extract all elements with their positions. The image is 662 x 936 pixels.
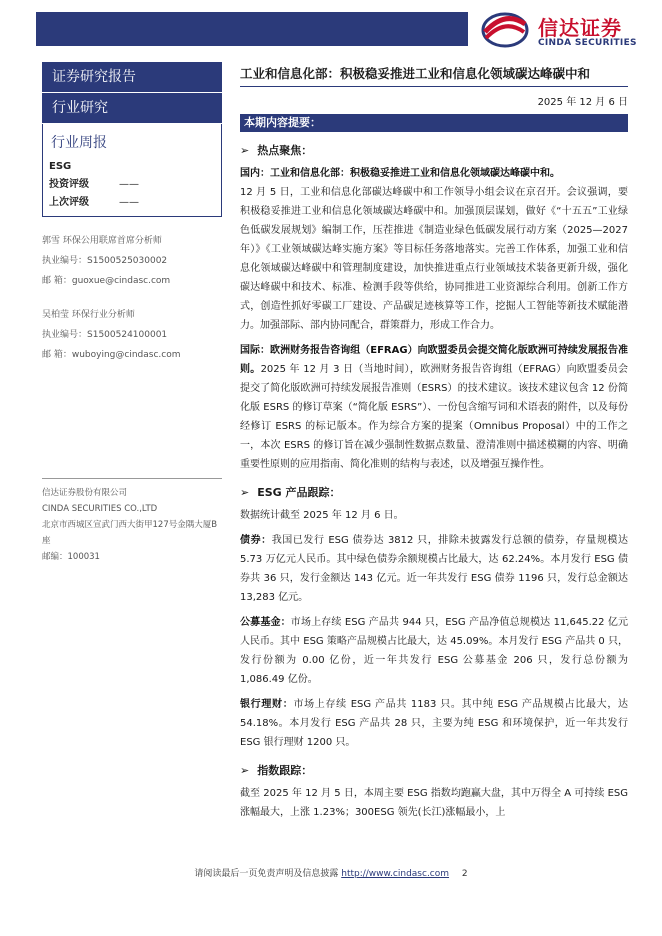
paragraph-bonds-body: 我国已发行 ESG 债券达 3812 只，排除未披露发行总额的债券，存量规模达 5.73 万亿元人民币。其中绿色债券余额规模占比最大，达 62.24%。本月发行 ESG 债券共 36 只，发行金额达 143 亿元。近一年共发行 ESG 债券 1196 只，发行总金额达 13,283 亿元。 (240, 535, 628, 603)
analyst-2-name: 吴柏莹 环保行业分析师 (42, 310, 135, 320)
disclaimer-text: 请阅读最后一页免责声明及信息披露 (194, 869, 339, 879)
arrow-icon: ➢ (240, 486, 250, 499)
paragraph-international (240, 341, 628, 474)
cinda-logo-icon (480, 10, 530, 50)
website-link[interactable]: http://www.cindasc.com (341, 869, 450, 879)
brand-name-en: CINDA SECURITIES (538, 38, 637, 48)
company-address-block (42, 478, 222, 565)
brand-logo (480, 10, 640, 50)
rating-value: —— (119, 179, 139, 190)
page-number: 2 (461, 869, 468, 879)
paragraph-index: 截至 2025 年 12 月 5 日，本周主要 ESG 指数均跑赢大盘，其中万得全 A 可持续 ESG 涨幅最大，上涨 1.23%；300ESG 领先(长江)涨幅最小，上 (240, 788, 628, 818)
paragraph-funds (240, 613, 628, 689)
company-name-en: CINDA SECURITIES CO.,LTD (42, 504, 158, 514)
analyst-1-email[interactable]: 邮 箱：guoxue@cindasc.com (42, 276, 171, 286)
paragraph-international-body: 2025 年 12 月 3 日（当地时间），欧洲财务报告咨询组（EFRAG）向欧盟委员会提交了简化版欧洲可持续发展报告准则（ESRS）的技术建议。该技术建议包含 12 份简化版 ESRS 的修订草案（“简化版 ESRS”）、一份包含缩写词和术语表的附件，以及每份经修订 ESRS 的标记版本。作为综合方案的提案（Omnibus Proposal）中的工作之一，本次 ESRS 的修订旨在减少强制性数据点数量、澄清准则中描述模糊的内容、明确重要性原则的应用指南、简化准则的结构与表述，以及增强互操作性。 (240, 364, 628, 470)
rating-row (49, 176, 215, 194)
section-esg-products (240, 484, 628, 500)
analyst-2-email[interactable]: 邮 箱：wuboying@cindasc.com (42, 350, 181, 360)
section-hot-topics-title: 热点聚焦： (257, 144, 313, 157)
analyst-1 (42, 231, 222, 291)
sector: ESG (49, 161, 72, 172)
section-index-tracking (240, 762, 628, 778)
analyst-1-license: 执业编号：S1500525030002 (42, 256, 168, 266)
section-esg-products-title: ESG 产品跟踪： (257, 486, 341, 499)
paragraph-international-lead: 国际：欧洲财务报告咨询组（EFRAG）向欧盟委员会提交简化版欧洲可持续发展报告准则。 (240, 345, 628, 375)
analyst-2-license: 执业编号：S1500524100001 (42, 330, 168, 340)
rating-box (42, 124, 222, 217)
paragraph-domestic (240, 164, 628, 335)
header-bar (36, 12, 468, 46)
sub-category: 行业周报 (51, 135, 107, 151)
paragraph-funds-body: 市场上存续 ESG 产品共 944 只，ESG 产品净值总规模达 11,645.22 亿元人民币。其中 ESG 策略产品规模占比最大，达 45.09%。本月发行 ESG 产品共 0 只，发行份额为 0.00 亿份，近一年共发行 ESG 公募基金 206 只，发行总份额为 1,086.49 亿份。 (240, 617, 628, 685)
paragraph-bonds-lead: 债券： (240, 535, 272, 546)
paragraph-wealth (240, 695, 628, 752)
analyst-2 (42, 305, 222, 365)
analyst-1-name: 郭雪 环保公用联席首席分析师 (42, 236, 162, 246)
prev-rating-label: 上次评级 (49, 197, 89, 208)
page-footer (0, 866, 662, 879)
company-name: 信达证券股份有限公司 (42, 488, 128, 498)
page-title: 工业和信息化部：积极稳妥推进工业和信息化领域碳达峰碳中和 (240, 64, 628, 87)
paragraph-domestic-lead: 国内：工业和信息化部：积极稳妥推进工业和信息化领域碳达峰碳中和。 (240, 168, 560, 179)
paragraph-data-cutoff: 数据统计截至 2025 年 12 月 6 日。 (240, 510, 404, 521)
company-address: 北京市西城区宣武门西大街甲127号金隅大厦B座 (42, 520, 218, 546)
report-date: 2025 年 12 月 6 日 (537, 97, 628, 108)
prev-rating-value: —— (119, 197, 139, 208)
paragraph-wealth-body: 市场上存续 ESG 产品共 1183 只。其中纯 ESG 产品规模占比最大，达 54.18%。本月发行 ESG 产品共 28 只，主要为纯 ESG 和环境保护，近一年共发行 ESG 银行理财 1200 只。 (240, 699, 628, 748)
prev-rating-row (49, 194, 215, 212)
paragraph-domestic-body: 12 月 5 日，工业和信息化部碳达峰碳中和工作领导小组会议在京召开。会议强调，要积极稳妥推进工业和信息化领域碳达峰碳中和。加强顶层谋划，做好《“十五五”工业绿色低碳发展规划》编制工作，压茬推进《制造业绿色低碳发展行动方案（2025—2027 年）》《工业领域碳达峰实施方案》等目标任务落地落实。完善工作体系，加强工业和信息化领域碳达峰碳中和管理制度建设，加快推进重点行业领域技术装备更新升级，强化碳达峰碳中和技术、标准、检测手段等供给，协同推进工业资源综合利用。创新工作方式，创造性抓好零碳工厂建设、产品碳足迹核算等工作，挖掘人工智能等新技术赋能潜力。加强部际、部内协同配合，群策群力，形成工作合力。 (240, 187, 628, 331)
arrow-icon: ➢ (240, 144, 250, 157)
company-postcode: 邮编：100031 (42, 552, 100, 562)
sidebar (42, 62, 222, 365)
paragraph-funds-lead: 公募基金： (240, 617, 291, 628)
brand-name-cn: 信达证券 (538, 16, 622, 40)
main-content (240, 64, 628, 828)
section-index-tracking-title: 指数跟踪： (257, 764, 313, 777)
paragraph-bonds (240, 531, 628, 607)
report-category: 行业研究 (42, 93, 222, 124)
arrow-icon: ➢ (240, 764, 250, 777)
report-type: 证券研究报告 (42, 62, 222, 93)
summary-bar: 本期内容提要： (240, 114, 628, 132)
section-hot-topics (240, 142, 628, 158)
paragraph-wealth-lead: 银行理财： (240, 699, 294, 710)
rating-label: 投资评级 (49, 179, 89, 190)
